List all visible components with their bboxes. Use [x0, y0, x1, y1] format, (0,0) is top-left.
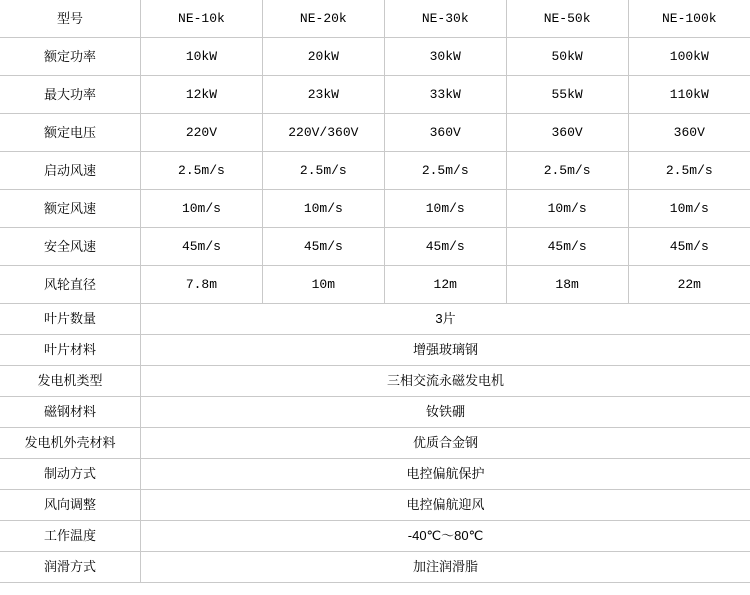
row-label: 叶片材料 — [0, 335, 141, 366]
row-value: 10m/s — [628, 190, 750, 228]
table-row-merged — [0, 304, 750, 335]
row-value-merged: 加注润滑脂 — [141, 552, 750, 583]
row-value: 10m/s — [506, 190, 628, 228]
row-value-merged: 电控偏航保护 — [141, 459, 750, 490]
row-value-merged: 增强玻璃钢 — [141, 335, 750, 366]
row-value: 110kW — [628, 76, 750, 114]
row-value: 2.5m/s — [384, 152, 506, 190]
row-label: 安全风速 — [0, 228, 141, 266]
row-value: 45m/s — [506, 228, 628, 266]
row-label: 风轮直径 — [0, 266, 141, 304]
table-row-merged — [0, 335, 750, 366]
row-label: 工作温度 — [0, 521, 141, 552]
row-value: 220V/360V — [262, 114, 384, 152]
table-row — [0, 190, 750, 228]
row-value-merged: 电控偏航迎风 — [141, 490, 750, 521]
row-value: 45m/s — [141, 228, 263, 266]
row-label: 最大功率 — [0, 76, 141, 114]
row-value-merged: -40℃～80℃ — [141, 521, 750, 552]
row-label: 叶片数量 — [0, 304, 141, 335]
row-value: 45m/s — [262, 228, 384, 266]
row-value: 20kW — [262, 38, 384, 76]
table-row — [0, 38, 750, 76]
table-row-merged — [0, 459, 750, 490]
row-value: 220V — [141, 114, 263, 152]
row-value: 2.5m/s — [628, 152, 750, 190]
row-value: 45m/s — [628, 228, 750, 266]
row-label: 润滑方式 — [0, 552, 141, 583]
row-label: 发电机外壳材料 — [0, 428, 141, 459]
table-row — [0, 76, 750, 114]
table-row-merged — [0, 552, 750, 583]
row-value-merged: 优质合金钢 — [141, 428, 750, 459]
row-value: 23kW — [262, 76, 384, 114]
row-value: 10m — [262, 266, 384, 304]
row-value: 100kW — [628, 38, 750, 76]
row-value: 10m/s — [384, 190, 506, 228]
header-model-2: NE-20k — [262, 0, 384, 38]
row-value: 55kW — [506, 76, 628, 114]
row-value: 360V — [506, 114, 628, 152]
header-model-3: NE-30k — [384, 0, 506, 38]
table-row — [0, 266, 750, 304]
row-label: 磁钢材料 — [0, 397, 141, 428]
row-value: 7.8m — [141, 266, 263, 304]
table-row-merged — [0, 397, 750, 428]
row-value: 10m/s — [262, 190, 384, 228]
row-value: 2.5m/s — [141, 152, 263, 190]
table-row — [0, 114, 750, 152]
row-value: 50kW — [506, 38, 628, 76]
row-value: 360V — [384, 114, 506, 152]
header-model-1: NE-10k — [141, 0, 263, 38]
row-value: 360V — [628, 114, 750, 152]
row-value: 10m/s — [141, 190, 263, 228]
row-value: 12m — [384, 266, 506, 304]
table-row-merged — [0, 490, 750, 521]
table-row — [0, 152, 750, 190]
table-row — [0, 228, 750, 266]
header-model-5: NE-100k — [628, 0, 750, 38]
row-label: 额定风速 — [0, 190, 141, 228]
row-value: 45m/s — [384, 228, 506, 266]
row-value: 2.5m/s — [506, 152, 628, 190]
row-label: 风向调整 — [0, 490, 141, 521]
table-row-merged — [0, 428, 750, 459]
row-label: 发电机类型 — [0, 366, 141, 397]
row-label: 启动风速 — [0, 152, 141, 190]
row-value-merged: 3片 — [141, 304, 750, 335]
row-value-merged: 钕铁硼 — [141, 397, 750, 428]
row-value: 10kW — [141, 38, 263, 76]
row-value: 18m — [506, 266, 628, 304]
row-value: 33kW — [384, 76, 506, 114]
header-label: 型号 — [0, 0, 141, 38]
row-label: 制动方式 — [0, 459, 141, 490]
table-row-merged — [0, 366, 750, 397]
row-value: 30kW — [384, 38, 506, 76]
row-value: 2.5m/s — [262, 152, 384, 190]
table-row-merged — [0, 521, 750, 552]
row-label: 额定功率 — [0, 38, 141, 76]
row-value: 22m — [628, 266, 750, 304]
row-value-merged: 三相交流永磁发电机 — [141, 366, 750, 397]
row-label: 额定电压 — [0, 114, 141, 152]
row-value: 12kW — [141, 76, 263, 114]
table-header-row — [0, 0, 750, 38]
header-model-4: NE-50k — [506, 0, 628, 38]
